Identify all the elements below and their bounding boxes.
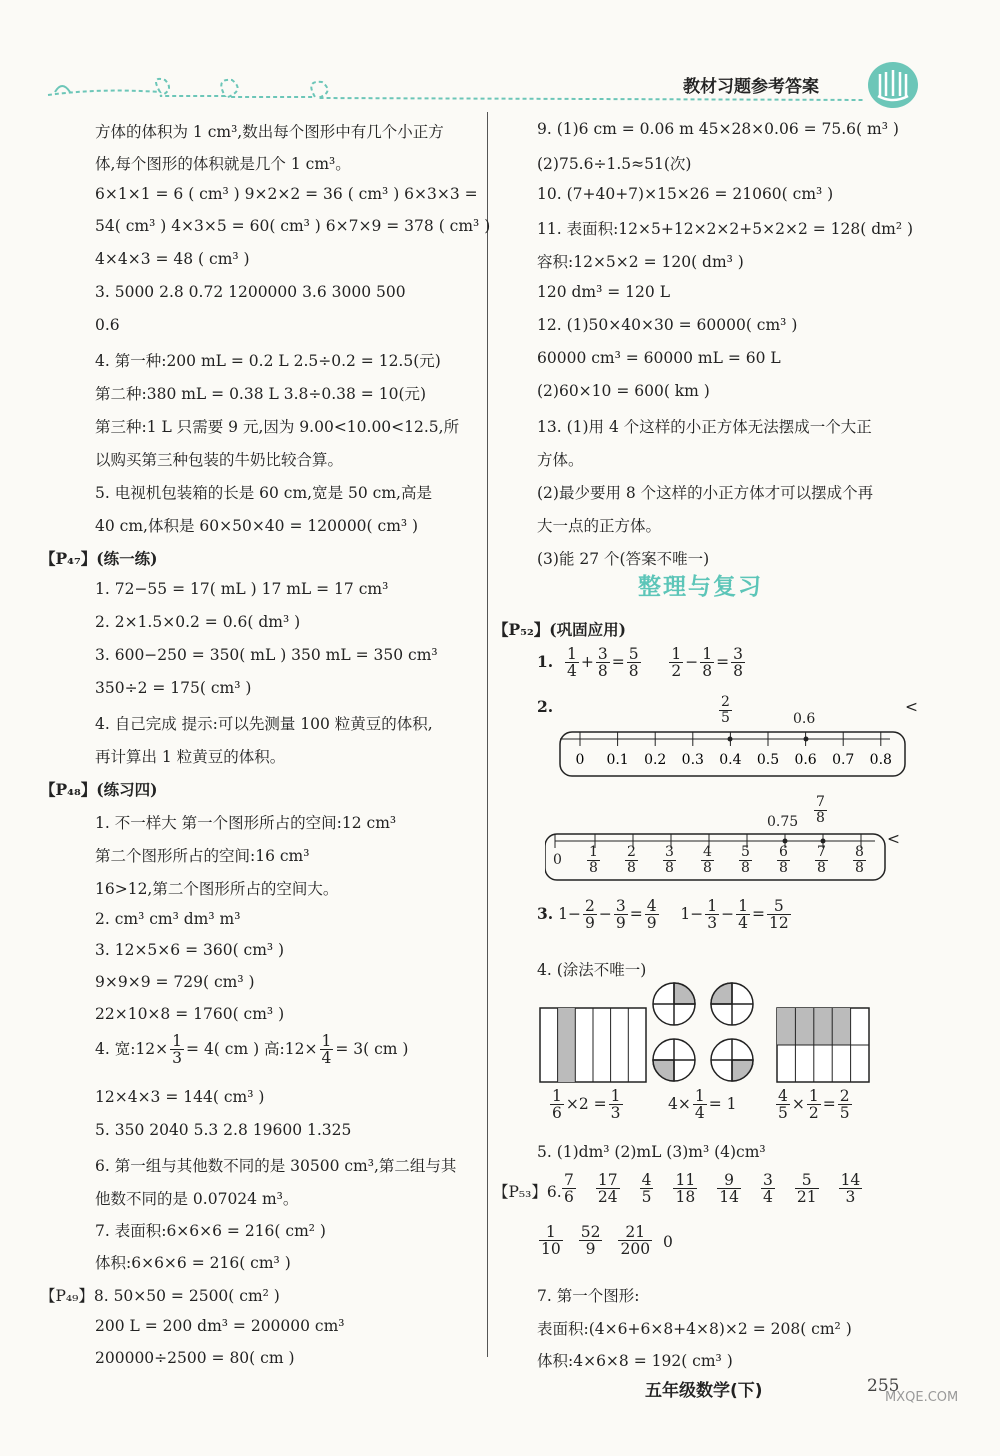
right-line: 9. (1)6 cm = 0.06 m 45×28×0.06 = 75.6( m³ )	[537, 120, 899, 138]
left-line: 200 L = 200 dm³ = 200000 cm³	[95, 1317, 345, 1335]
left-line: 再计算出 1 粒黄豆的体积。	[95, 748, 286, 766]
left-line: 4. 第一种:200 mL = 0.2 L 2.5÷0.2 = 12.5(元)	[95, 352, 441, 370]
number-lines	[545, 690, 925, 890]
left-line: 40 cm,体积是 60×50×40 = 120000( cm³ )	[95, 517, 419, 535]
right-line: 7. 第一个图形:	[537, 1287, 640, 1305]
left-line: 【P₄₈】(练习四)	[40, 780, 158, 799]
q6-row1	[560, 1172, 880, 1206]
tick-label: 0.1	[606, 752, 629, 768]
page-number: 255	[867, 1376, 900, 1396]
left-line: 2. 2×1.5×0.2 = 0.6( dm³ )	[95, 613, 301, 631]
q4-shapes	[535, 980, 875, 1090]
point-mark	[728, 737, 733, 742]
header-title: 教材习题参考答案	[683, 77, 819, 97]
fraction: $\frac{1}{4}$	[321, 1032, 332, 1068]
fraction: $\frac{11}{18}$	[675, 1171, 696, 1207]
right-line: 13. (1)用 4 个这样的小正方体无法摆成一个大正	[537, 418, 872, 436]
right-line: 大一点的正方体。	[537, 517, 662, 535]
left-line: 54( cm³ ) 4×3×5 = 60( cm³ ) 6×7×9 = 378 ( cm³ )	[95, 217, 491, 235]
line2-frac: $\frac{6}{8}$	[779, 844, 788, 876]
q6-zero: 0	[663, 1233, 673, 1251]
line2-frac: $\frac{8}{8}$	[855, 844, 864, 876]
right-line: (2)75.6÷1.5≈51(次)	[537, 155, 692, 173]
left-line: 第二个图形所占的空间:16 cm³	[95, 847, 310, 865]
book-logo-icon	[866, 60, 920, 110]
column-divider	[487, 112, 488, 1357]
q4-eq-1: $\frac{1}{6}$ ×2 = $\frac{1}{3}$	[552, 1087, 621, 1123]
left-line: 2. cm³ cm³ dm³ m³	[95, 910, 241, 928]
left-line: 5. 350 2040 5.3 2.8 19600 1.325	[95, 1121, 352, 1139]
right-line: (2)最少要用 8 个这样的小正方体才可以摆成个再	[537, 484, 874, 502]
line2-frac: $\frac{4}{8}$	[703, 844, 712, 876]
right-line: (2)60×10 = 600( km )	[537, 382, 710, 400]
q4-eq-3: $\frac{4}{5}$ × $\frac{1}{2}$ = $\frac{2}{5}$	[778, 1087, 850, 1123]
mark-seven-eighths: $\frac{7}{8}$	[816, 794, 825, 826]
left-line: 方体的体积为 1 cm³,数出每个图形中有几个小正方	[95, 123, 444, 141]
left-line: 16>12,第二个图形所占的空间大。	[95, 880, 339, 898]
left-line: 22×10×8 = 1760( cm³ )	[95, 1005, 285, 1023]
left-line: 5. 电视机包装箱的长是 60 cm,宽是 50 cm,高是	[95, 484, 432, 502]
fraction: $\frac{9}{14}$	[719, 1171, 739, 1207]
point-mark	[804, 737, 809, 742]
fraction: $\frac{52}{9}$	[580, 1223, 601, 1259]
right-line: 60000 cm³ = 60000 mL = 60 L	[537, 349, 781, 367]
left-line: 体积:6×6×6 = 216( cm³ )	[95, 1254, 291, 1272]
fraction: $\frac{7}{6}$	[564, 1171, 574, 1207]
tick-label: 0.5	[756, 752, 780, 768]
left-line: 1. 72−55 = 17( mL ) 17 mL = 17 cm³	[95, 580, 389, 598]
page-header	[0, 0, 1000, 110]
q3-fractions: 3. 1− $\frac{2}{9}$ − $\frac{3}{9}$ = $\frac{4}{9}$ 1− $\frac{1}{3}$ − $\frac{1}{4}$ = $\frac{5}{12}$	[537, 897, 789, 933]
line2-frac: $\frac{5}{8}$	[741, 844, 750, 876]
q6-label: 【P₅₃】6.	[493, 1183, 562, 1201]
left-line: 【P₄₉】8. 50×50 = 2500( cm² )	[40, 1287, 280, 1305]
watermark: MXQE.COM	[885, 1390, 959, 1405]
line2-frac: $\frac{3}{8}$	[665, 844, 674, 876]
left-line: 体,每个图形的体积就是几个 1 cm³。	[95, 155, 351, 173]
q6-row2	[537, 1224, 666, 1258]
mark-0-6: 0.6	[793, 711, 816, 727]
left-line: 3. 5000 2.8 0.72 1200000 3.6 3000 500	[95, 283, 406, 301]
right-line: 体积:4×6×8 = 192( cm³ )	[537, 1352, 733, 1370]
less-than-sign: <	[887, 830, 900, 848]
line2-frac: $\frac{7}{8}$	[817, 844, 826, 876]
fraction: $\frac{21}{200}$	[620, 1223, 651, 1259]
line2-zero: 0	[553, 852, 562, 868]
fraction: $\frac{1}{10}$	[541, 1223, 561, 1259]
q1-fractions: 1. $\frac{1}{4}$ + $\frac{3}{8}$ = $\frac{5}{8}$ $\frac{1}{2}$ − $\frac{1}{8}$ = $\frac{3}{8}$	[537, 645, 743, 681]
fraction: $\frac{17}{24}$	[597, 1171, 618, 1207]
left-line: 9×9×9 = 729( cm³ )	[95, 973, 255, 991]
tick-label: 0.2	[644, 752, 667, 768]
fraction: $\frac{5}{21}$	[796, 1171, 817, 1207]
tick-label: 0.6	[794, 752, 817, 768]
line2-frac: $\frac{1}{8}$	[589, 844, 598, 876]
point-mark	[821, 839, 826, 844]
tick-label: 0	[575, 752, 585, 768]
tick-label: 0.8	[869, 752, 892, 768]
tick-label: 0.4	[719, 752, 742, 768]
q4-eq-2: 4× $\frac{1}{4}$ = 1	[668, 1087, 737, 1123]
right-line: 【P₅₂】(巩固应用)	[493, 620, 626, 639]
right-line: 方体。	[537, 451, 584, 469]
fraction: $\frac{14}{3}$	[840, 1171, 861, 1207]
mark-0-75: 0.75	[767, 814, 799, 830]
left-line: 3. 12×5×6 = 360( cm³ )	[95, 941, 285, 959]
less-than-sign: <	[905, 698, 918, 716]
q2-label: 2.	[537, 697, 554, 716]
right-line: 容积:12×5×2 = 120( dm³ )	[537, 253, 744, 271]
right-line: 11. 表面积:12×5+12×2×2+5×2×2 = 128( dm² )	[537, 220, 914, 238]
q4-width-height: 4. 宽:12× $\frac{1}{3}$ = 4( cm ) 高:12× $\frac{1}{4}$ = 3( cm )	[95, 1032, 409, 1068]
fraction: $\frac{3}{4}$	[762, 1171, 773, 1207]
right-line: 10. (7+40+7)×15×26 = 21060( cm³ )	[537, 185, 834, 203]
left-line: 第三种:1 L 只需要 9 元,因为 9.00<10.00<12.5,所	[95, 418, 460, 436]
left-line: 1. 不一样大 第一个图形所占的空间:12 cm³	[95, 814, 397, 832]
footer-title: 五年级数学(下)	[645, 1381, 763, 1401]
fraction: $\frac{1}{3}$	[172, 1032, 183, 1068]
left-line: 7. 表面积:6×6×6 = 216( cm² )	[95, 1222, 326, 1240]
rectangle-tenths	[777, 1008, 869, 1082]
left-line: 12×4×3 = 144( cm³ )	[95, 1088, 265, 1106]
left-line: 6. 第一组与其他数不同的是 30500 cm³,第二组与其	[95, 1157, 457, 1175]
right-line: 5. (1)dm³ (2)mL (3)m³ (4)cm³	[537, 1143, 766, 1161]
left-line: 以购买第三种包装的牛奶比较合算。	[95, 451, 344, 469]
left-line: 4. 自己完成 提示:可以先测量 100 粒黄豆的体积,	[95, 715, 433, 733]
tick-label: 0.7	[832, 752, 855, 768]
line2-frac: $\frac{2}{8}$	[627, 844, 636, 876]
point-mark	[783, 839, 788, 844]
rectangle-sixths	[540, 1008, 646, 1082]
left-line: 【P₄₇】(练一练)	[40, 549, 158, 568]
left-line: 0.6	[95, 316, 120, 334]
fraction: $\frac{4}{5}$	[641, 1171, 652, 1207]
left-line: 6×1×1 = 6 ( cm³ ) 9×2×2 = 36 ( cm³ ) 6×3×3 =	[95, 185, 478, 203]
right-line: 4. (涂法不唯一)	[537, 961, 647, 979]
header-decoration	[0, 0, 1000, 110]
left-line: 4×4×3 = 48 ( cm³ )	[95, 250, 250, 268]
tick-label: 0.3	[681, 752, 704, 768]
left-line: 他数不同的是 0.07024 m³。	[95, 1190, 299, 1208]
left-line: 200000÷2500 = 80( cm )	[95, 1349, 295, 1367]
left-line: 350÷2 = 175( cm³ )	[95, 679, 252, 697]
right-line: 表面积:(4×6+6×8+4×8)×2 = 208( cm² )	[537, 1320, 852, 1338]
section-title: 整理与复习	[638, 574, 763, 600]
right-line: 120 dm³ = 120 L	[537, 283, 670, 301]
left-line: 3. 600−250 = 350( mL ) 350 mL = 350 cm³	[95, 646, 438, 664]
right-line: (3)能 27 个(答案不唯一)	[537, 550, 710, 568]
right-line: 12. (1)50×40×30 = 60000( cm³ )	[537, 316, 798, 334]
circles-quarters	[653, 983, 753, 1081]
mark-two-fifths: $\frac{2}{5}$	[721, 694, 730, 726]
left-line: 第二种:380 mL = 0.38 L 3.8÷0.38 = 10(元)	[95, 385, 427, 403]
